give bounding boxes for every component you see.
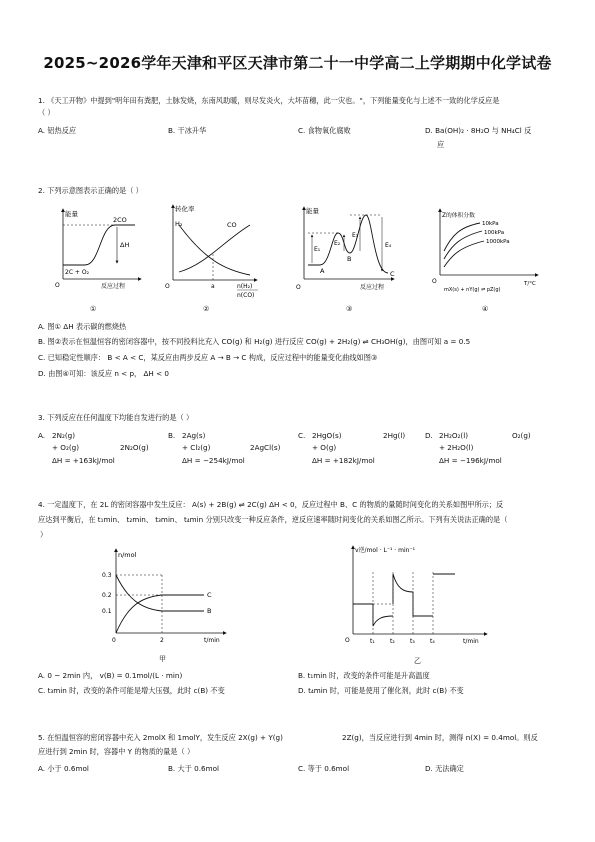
fig1-top-label: 2CO xyxy=(113,216,127,224)
q5-option-a: A. 小于 0.6mol xyxy=(38,764,89,773)
q3-c-dh: ΔH = +182kJ/mol xyxy=(312,456,375,465)
yi-t1: t₁ xyxy=(370,638,375,645)
fig3-xlabel: 反应过程 xyxy=(360,284,385,291)
q4-stem-line3: ） xyxy=(40,530,48,539)
q4-figure-yi xyxy=(345,542,495,652)
fig3-c-label: C xyxy=(390,270,395,278)
fig4-p1: 10kPa xyxy=(482,221,499,227)
q2-stem: 2. 下列示意图表示正确的是（ ） xyxy=(38,186,143,195)
q4-figure-jia xyxy=(92,545,232,650)
jia-y-02: 0.2 xyxy=(102,592,112,599)
fig4-p2: 100kPa xyxy=(484,230,505,236)
q2-figure-4 xyxy=(430,205,545,300)
q2-option-a: A. 图① ΔH 表示碳的燃烧热 xyxy=(38,322,127,331)
q1-paren: （ ） xyxy=(38,108,55,117)
q3-stem: 3. 下列反应在任何温度下均能自发进行的是（ ） xyxy=(38,413,194,422)
q2-option-c: C. 已知稳定性顺序： B < A < C，某反应由两步反应 A → B → C 构成，反应过程中的能量变化曲线如图③ xyxy=(38,353,378,362)
q3-d-reactant: 2H₂O₂(l) xyxy=(439,431,469,440)
q5-option-b: B. 大于 0.6mol xyxy=(168,764,219,773)
q3-c-reactant: 2HgO(s) xyxy=(312,431,342,440)
q3-b-reactant: 2Ag(s) xyxy=(182,431,206,440)
q3-c-product: 2Hg(l) xyxy=(383,431,406,440)
page-title: 2025~2026学年天津和平区天津市第二十一中学高二上学期期中化学试卷 xyxy=(43,54,552,72)
q3-b-dh: ΔH = −254kJ/mol xyxy=(182,456,245,465)
q5-stem-line2: 应进行到 2min 时，容器中 Y 的物质的量是（ ） xyxy=(38,747,195,756)
q2-figure-3 xyxy=(290,203,400,298)
q3-d-dh: ΔH = −196kJ/mol xyxy=(439,456,502,465)
fig2-xlabel-num: n(H₂) xyxy=(237,283,253,290)
q5-stem-part2: 2Z(g)，当反应进行到 4min 时，测得 n(X) = 0.4mol。则反 xyxy=(342,733,538,742)
q1-option-d-cont: 应 xyxy=(437,140,445,149)
fig3-e2: E₂ xyxy=(334,240,341,247)
jia-xlabel: t/min xyxy=(204,637,220,644)
q3-c-product2: + O(g) xyxy=(312,443,337,452)
q1-stem: 1. 《天工开物》中提到"明年田有粪肥，土脉发烧，东南风助暖，则尽发炎火，大坏苗穗，此一灾也。"，下列能量变化与上述不一致的化学反应是 xyxy=(38,96,500,105)
fig3-e4: E₄ xyxy=(385,242,392,249)
fig2-origin: O xyxy=(165,283,170,290)
q3-a-product: 2N₂O(g) xyxy=(120,443,149,452)
q4-option-b: B. t₁min 时，改变的条件可能是升高温度 xyxy=(298,671,430,680)
fig1-origin: O xyxy=(55,282,60,289)
q3-c-label: C. xyxy=(298,431,306,440)
q3-a-label: A. xyxy=(38,431,46,440)
q4-stem-line2: 应达到平衡后，在 t₁min、 t₂min、 t₃min、 t₄min 分别只改变一种反应条件，逆反应速率随时间变化的关系如图乙所示。下列有关说法正确的是（ xyxy=(38,515,508,524)
q3-a-dh: ΔH = +163kJ/mol xyxy=(52,456,115,465)
q1-option-a: A. 铝热反应 xyxy=(38,126,77,135)
fig2-a-label: a xyxy=(211,283,215,290)
fig3-origin: O xyxy=(296,284,301,291)
jia-y-01: 0.1 xyxy=(102,608,112,615)
q5-option-c: C. 等于 0.6mol xyxy=(298,764,350,773)
jia-c-label: C xyxy=(207,591,212,599)
fig2-ylabel: 转化率 xyxy=(175,205,195,213)
q3-d-label: D. xyxy=(425,431,433,440)
fig1-xlabel: 反应过程 xyxy=(101,283,126,290)
q5-option-d: D. 无法确定 xyxy=(425,764,464,773)
fig4-origin: O xyxy=(432,278,437,285)
yi-t4: t₄ xyxy=(430,638,435,645)
q3-a-reactant: 2N₂(g) xyxy=(52,431,76,440)
fig3-caption: ③ xyxy=(346,305,353,313)
fig3-e1: E₁ xyxy=(314,246,321,253)
fig2-xlabel-den: n(CO) xyxy=(237,292,255,299)
q4-option-a: A. 0 ~ 2min 内， v(B) = 0.1mol/(L · min) xyxy=(38,671,183,680)
fig4-p3: 1000kPa xyxy=(486,239,510,245)
yi-t3: t₃ xyxy=(410,638,415,645)
yi-t2: t₂ xyxy=(390,638,395,645)
jia-x-2: 2 xyxy=(160,637,164,644)
fig4-eq: mX(s) + nY(g) ⇌ pZ(g) xyxy=(444,287,501,293)
fig4-caption: ④ xyxy=(482,305,489,313)
q4-stem-line1: 4. 一定温度下，在 2L 的密闭容器中发生反应： A(s) + 2B(g) ⇌ 2C(g) ΔH < 0，反应过程中 B、C 的物质的量随时间变化的关系如图甲所示；反 xyxy=(38,500,504,509)
fig2-h2-label: H₂ xyxy=(175,220,183,228)
q1-option-d: D. Ba(OH)₂ · 8H₂O 与 NH₄Cl 反 xyxy=(425,126,532,135)
q2-option-b: B. 图②表示在恒温恒容的密闭容器中，按不同投料比充入 CO(g) 和 H₂(g) 进行反应 CO(g) + 2H₂(g) ⇌ CH₃OH(g)，由图可知 a = 0.5 xyxy=(38,337,471,346)
yi-ylabel: v逆/mol · L⁻¹ · min⁻¹ xyxy=(355,547,416,554)
fig2-caption: ② xyxy=(203,305,210,313)
q5-stem-part1: 5. 在恒温恒容的密闭容器中充入 2molX 和 1molY，发生反应 2X(g) + Y(g) xyxy=(38,733,283,742)
q1-option-c: C. 食物氧化腐败 xyxy=(298,126,351,135)
jia-x-0: 0 xyxy=(112,637,116,644)
q4-option-c: C. t₃min 时，改变的条件可能是增大压强，此时 c(B) 不变 xyxy=(38,686,225,695)
jia-b-label: B xyxy=(207,607,212,615)
fig2-co-label: CO xyxy=(227,221,237,229)
q3-d-product2: + 2H₂O(l) xyxy=(439,443,474,452)
fig4-xlabel: T/°C xyxy=(524,281,536,287)
q2-figure-1 xyxy=(55,205,145,295)
q3-b-reactant2: + Cl₂(g) xyxy=(182,443,211,452)
fig1-caption: ① xyxy=(90,305,97,313)
jia-ylabel: n/mol xyxy=(118,551,137,559)
yi-xlabel: t/min xyxy=(463,638,479,645)
yi-caption: 乙 xyxy=(414,657,421,665)
q2-option-d: D. 由图④可知：该反应 n < p， ΔH < 0 xyxy=(38,369,170,378)
q1-option-b: B. 干冰升华 xyxy=(168,126,207,135)
fig3-ylabel: 能量 xyxy=(306,207,319,215)
fig4-ylabel: Z的体积分数 xyxy=(442,213,475,219)
jia-caption: 甲 xyxy=(159,655,166,663)
jia-y-03: 0.3 xyxy=(102,572,112,579)
q3-a-reactant2: + O₂(g) xyxy=(52,443,80,452)
yi-origin: O xyxy=(345,637,350,644)
q3-b-label: B. xyxy=(168,431,176,440)
fig3-e3: E₃ xyxy=(352,232,359,239)
fig1-dh-label: ΔH xyxy=(120,241,130,249)
q3-b-product: 2AgCl(s) xyxy=(250,443,281,452)
q3-d-product: O₂(g) xyxy=(512,431,531,440)
fig1-bottom-label: 2C + O₂ xyxy=(65,269,89,276)
q2-figure-2 xyxy=(165,200,265,300)
fig1-ylabel: 能量 xyxy=(65,210,78,218)
q4-option-d: D. t₄min 时，可能是使用了催化剂，此时 c(B) 不变 xyxy=(298,686,464,695)
fig3-b-label: B xyxy=(347,255,352,263)
fig3-a-label: A xyxy=(320,267,325,275)
